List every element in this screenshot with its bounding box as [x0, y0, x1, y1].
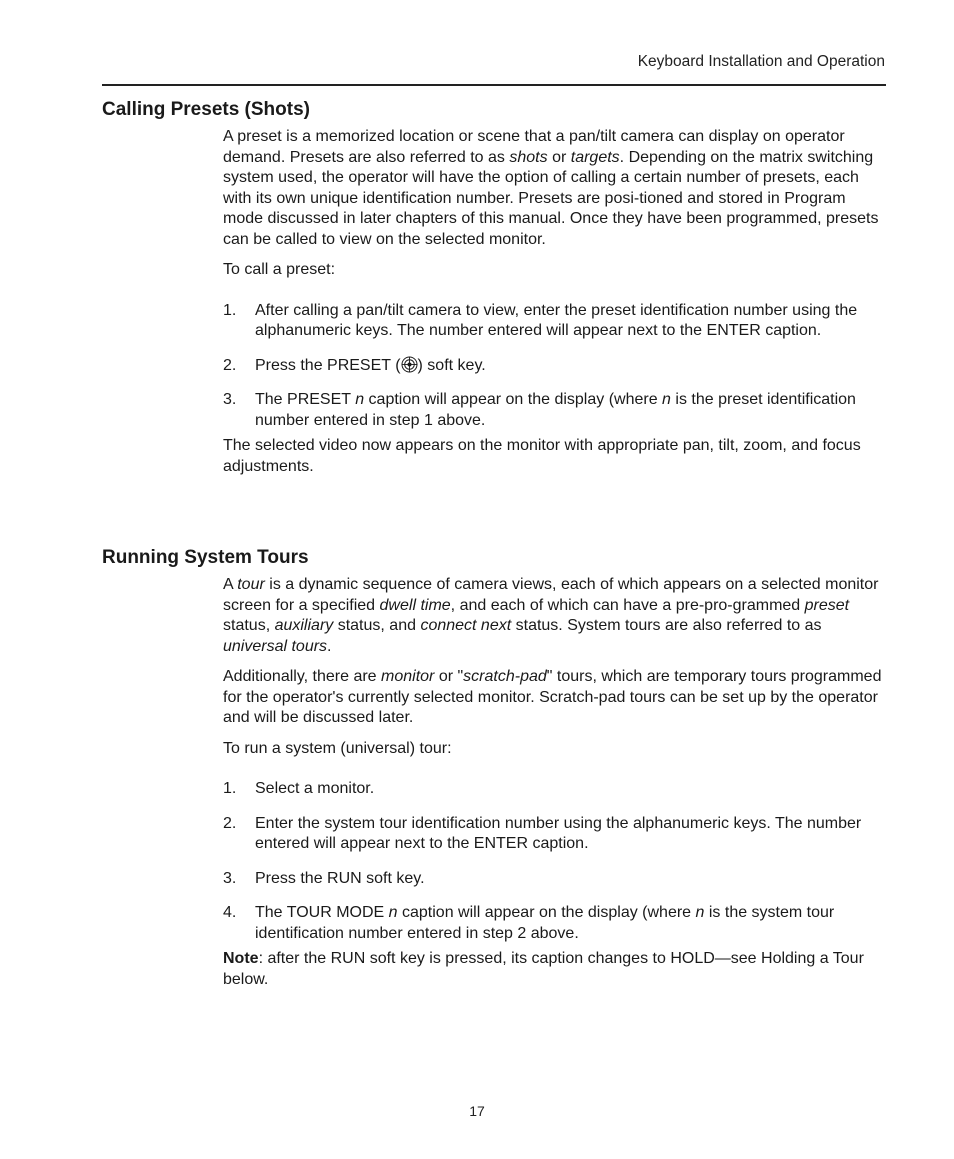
running-header: Keyboard Installation and Operation — [637, 53, 885, 70]
list-number: 3. — [223, 869, 237, 887]
list-item — [223, 301, 885, 342]
list-text: Select a monitor. — [255, 780, 375, 797]
section-body-running-tours — [223, 575, 885, 990]
header-rule — [102, 84, 886, 86]
page-number: 17 — [469, 1103, 485, 1119]
list-number: 4. — [223, 904, 237, 921]
lead-paragraph: To call a preset: — [223, 261, 336, 278]
section-title-running-tours: Running System Tours — [102, 547, 309, 568]
list-text: Enter the system tour identification number using the alphanumeric keys. The number entered will appear next to the ENTER caption. — [255, 814, 862, 852]
list-item: 3. The PRESET n caption will appear on the display (where n is the preset identification number entered in step 1 above. — [223, 391, 856, 429]
list-text: Press the RUN soft key. — [255, 869, 425, 887]
list-number: 1. — [223, 780, 237, 797]
note-paragraph: Note: after the RUN soft key is pressed, its caption changes to HOLD—see Holding a Tour below. — [223, 950, 864, 988]
closing-paragraph: The selected video now appears on the monitor with appropriate pan, tilt, zoom, and focus adjustments. — [223, 437, 861, 475]
list-number: 1. — [223, 301, 237, 319]
list-item — [223, 779, 885, 800]
note-label: Note — [223, 950, 259, 967]
list-number: 2. — [223, 814, 237, 832]
list-number: 2. — [223, 356, 237, 374]
list-item: 4. The TOUR MODE n caption will appear on the display (where n is the system tour identification number entered in step 2 above. — [223, 904, 835, 942]
additional-paragraph: Additionally, there are monitor or "scratch-pad" tours, which are temporary tours programmed for the operator's currently selected monitor. Scratch-pad tours can be set up by the operator and will be discussed later. — [223, 668, 882, 726]
list-text: After calling a pan/tilt camera to view, enter the preset identification number using the alphanumeric keys. The number entered will appear next to the ENTER caption. — [255, 301, 858, 339]
intro-paragraph: A preset is a memorized location or scene that a pan/tilt camera can display on operator demand. Presets are also referred to as shots or targets. Depending on the matrix switching system used, the operator will have the option of calling a certain number of presets, each with its own unique identification number. Presets are posi-tioned and stored in Program mode discussed in later chapters of this manual. Once they have been programmed, presets can be called to view on the selected monitor. — [223, 128, 879, 248]
section-title-calling-presets: Calling Presets (Shots) — [102, 99, 310, 120]
list-item — [223, 814, 885, 855]
list-item — [223, 869, 885, 890]
list-item: 2. Press the PRESET ( ) soft key. — [223, 356, 885, 377]
preset-target-icon — [401, 356, 418, 373]
intro-paragraph: A tour is a dynamic sequence of camera views, each of which appears on a selected monitor screen for a specified dwell time, and each of which can have a pre-pro-grammed preset status, auxiliary status, and connect next status. System tours are also referred to as universal tours. — [223, 576, 879, 655]
lead-paragraph: To run a system (universal) tour: — [223, 739, 452, 757]
section-body-calling-presets — [223, 127, 885, 477]
list-number: 3. — [223, 391, 237, 408]
